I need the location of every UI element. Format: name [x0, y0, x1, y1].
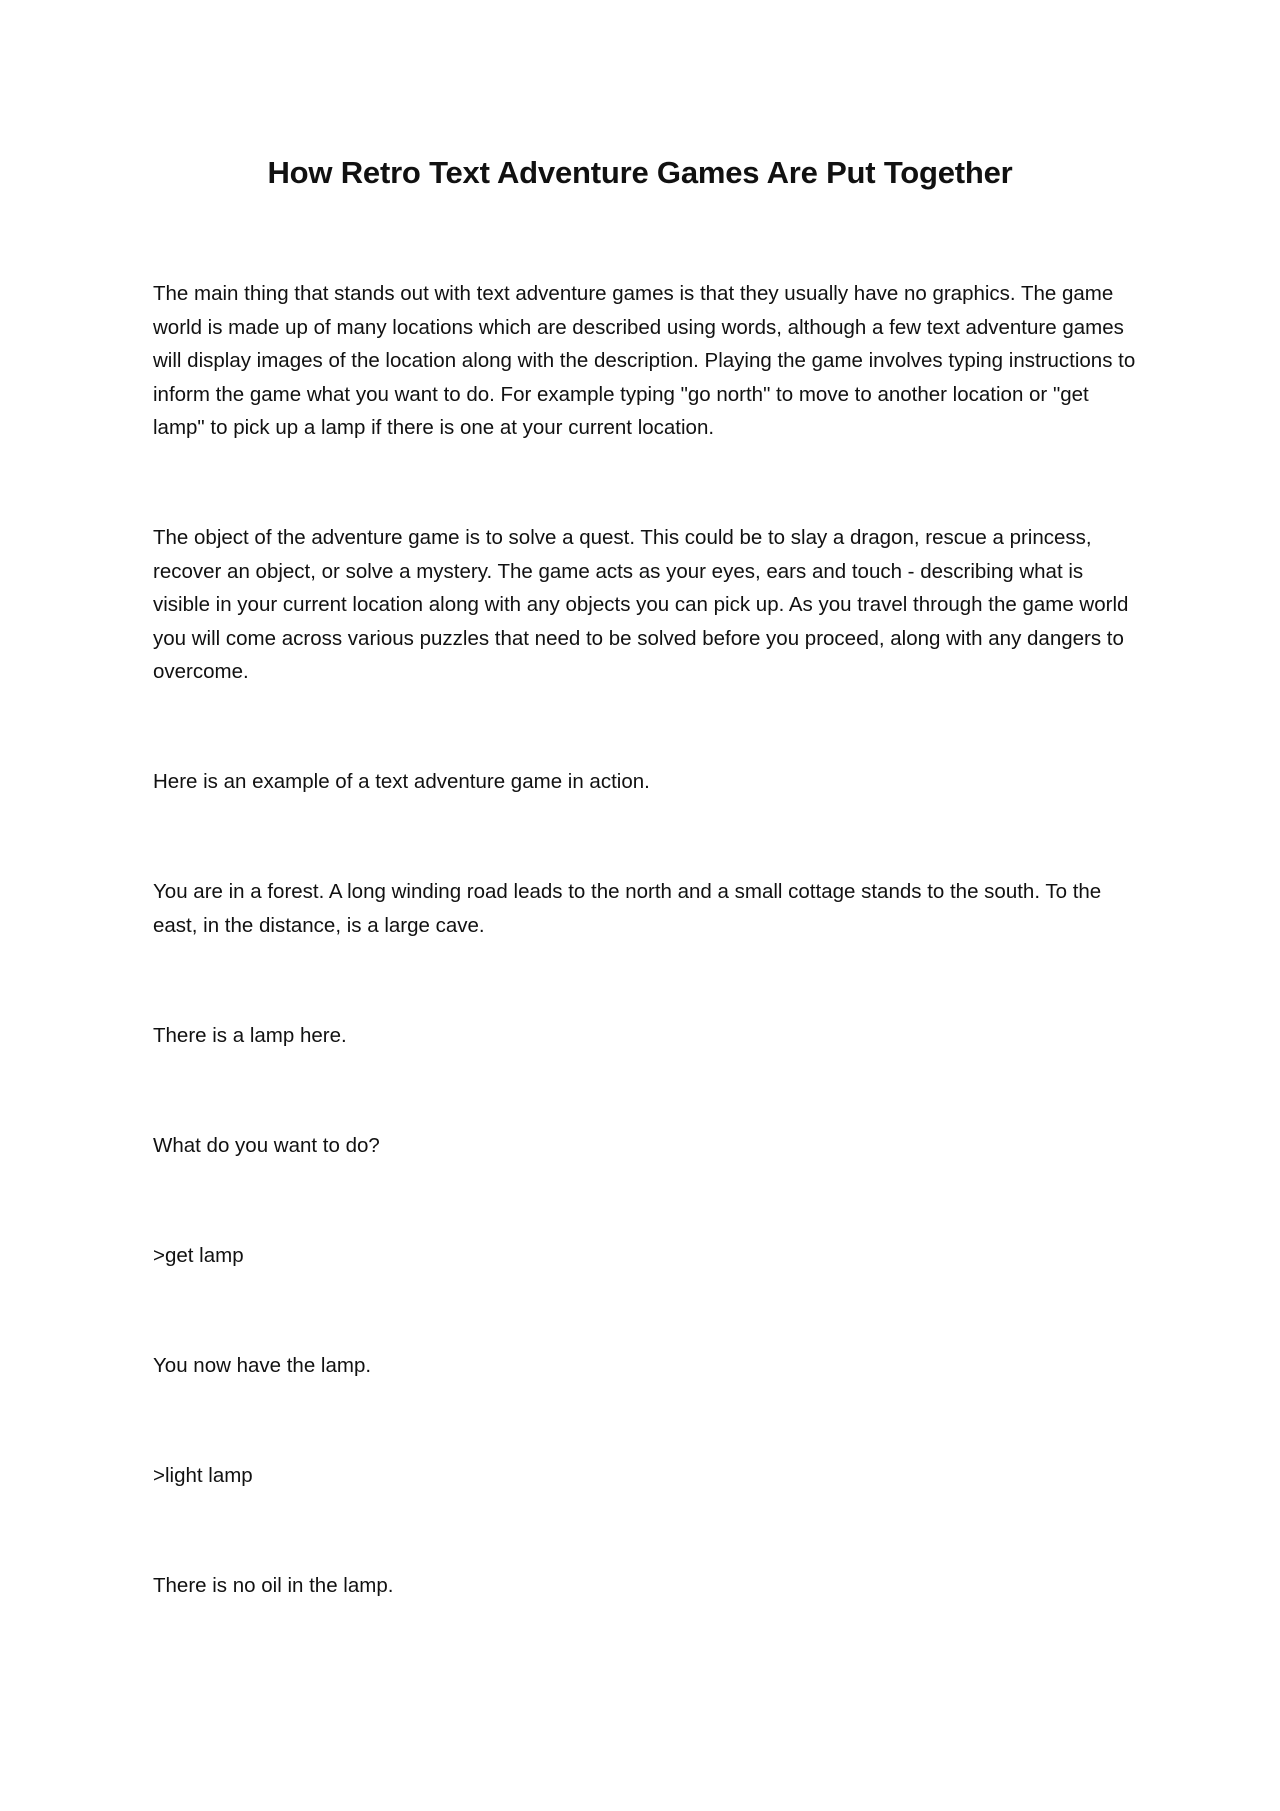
paragraph-command-get-lamp: >get lamp: [153, 1244, 244, 1267]
paragraph-response-no-oil: There is no oil in the lamp.: [153, 1574, 394, 1597]
paragraph-prompt: What do you want to do?: [153, 1134, 380, 1157]
paragraph-response-have-lamp: You now have the lamp.: [153, 1354, 372, 1377]
paragraph-intro: The main thing that stands out with text adventure games is that they usually have no graphics. The game world is made up of many locations which are described using words, although a few text adventure games will display images of the location along with the description. Playing the game involves typing instructions to inform the game what you want to do. For example typing "go north" to move to another location or "get lamp" to pick up a lamp if there is one at your current location.: [153, 282, 1136, 439]
paragraph-object-notice: There is a lamp here.: [153, 1024, 347, 1047]
paragraph-objective: The object of the adventure game is to solve a quest. This could be to slay a dragon, rescue a princess, recover an object, or solve a mystery. The game acts as your eyes, ears and touch - describing what is visible in your current location along with any objects you can pick up. As you travel through the game world you will come across various puzzles that need to be solved before you proceed, along with any dangers to overcome.: [153, 526, 1129, 683]
paragraph-command-light-lamp: >light lamp: [153, 1464, 253, 1487]
paragraph-location-description: You are in a forest. A long winding road leads to the north and a small cottage stands to the south. To the east, in the distance, is a large cave.: [153, 880, 1102, 937]
paragraph-example-intro: Here is an example of a text adventure game in action.: [153, 770, 650, 793]
page-title: How Retro Text Adventure Games Are Put Together: [267, 155, 1013, 190]
